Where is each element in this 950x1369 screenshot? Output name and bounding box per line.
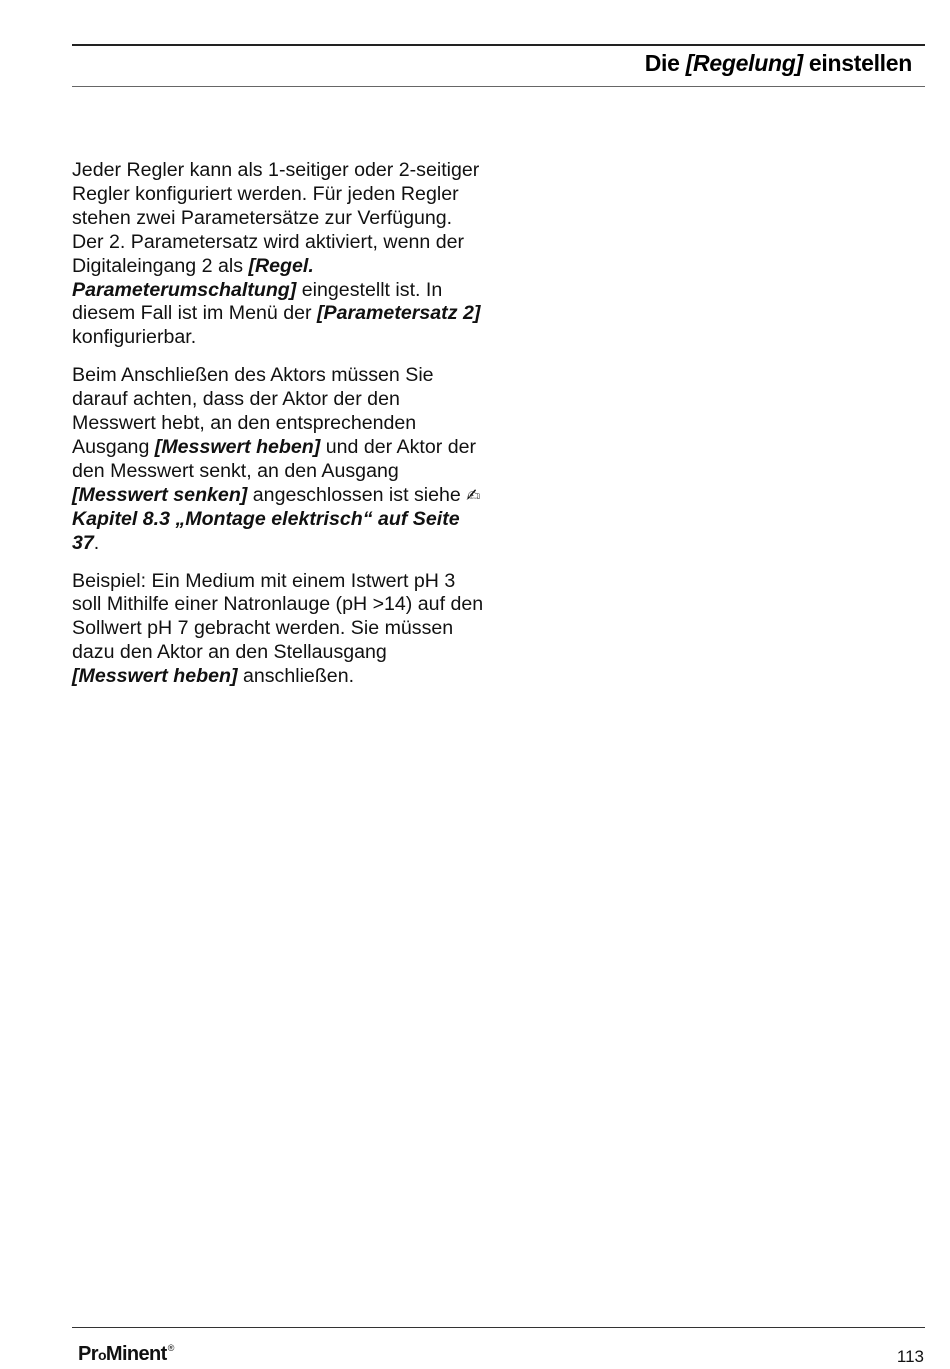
p2-text-1: Beim Anschließen des Aktors müssen Sie darauf achten, dass der Aktor der den Messwert hebt, an den entsprechenden Ausgang (72, 364, 434, 458)
paragraph-example (72, 570, 484, 690)
logo-part-o: o (97, 1347, 106, 1363)
p1-menu-ref-parameter-switch: [Regel. Parameterumschaltung] (72, 254, 314, 301)
p3-menu-ref-raise-value: [Messwert heben] (72, 665, 238, 688)
header-title-prefix: Die (644, 50, 686, 76)
logo-part-pr: Pr (78, 1343, 98, 1365)
chapter-cross-reference-link[interactable]: Kapitel 8.3 „Montage elektrisch“ auf Seite 37 (72, 507, 460, 554)
p3-text-1: Beispiel: Ein Medium mit einem Istwert pH 3 soll Mithilfe einer Natronlauge (pH >14) auf den Sollwert pH 7 gebracht werden. Sie müssen dazu den Aktor an den Stellausgang (72, 569, 484, 664)
p2-text-3: angeschlossen ist siehe (247, 483, 467, 506)
cross-reference-icon: ✍ (466, 485, 481, 505)
p2-text-4: . (93, 531, 100, 554)
page-number: 113 (896, 1347, 924, 1366)
p1-text-1: Jeder Regler kann als 1-seitiger oder 2-seitiger Regler konfiguriert werden. Für jeden Regler stehen zwei Parametersätze zur Verfügung. Der 2. Parametersatz wird aktiviert, wenn der Digitaleingang 2 als (72, 159, 480, 277)
registered-mark: ® (167, 1343, 174, 1353)
p1-text-2: eingestellt ist. In diesem Fall ist im Menü der (72, 278, 443, 325)
p1-text-3: konfigurierbar. (72, 326, 197, 349)
prominent-logo (78, 1343, 174, 1366)
header-title-suffix: einstellen (802, 50, 912, 76)
paragraph-actuator-connection (72, 364, 484, 555)
header-top-rule (72, 44, 925, 46)
p1-menu-ref-parameter-set-2: [Parametersatz 2] (317, 302, 481, 325)
paragraph-controller-config (72, 159, 484, 350)
header-title-emphasis: [Regelung] (685, 50, 803, 76)
footer-rule (72, 1327, 925, 1328)
p3-text-2: anschließen. (237, 665, 355, 688)
p2-text-2: und der Aktor der den Messwert senkt, an den Ausgang (72, 435, 477, 482)
header-bottom-rule (72, 86, 925, 87)
logo-part-minent: Minent (105, 1343, 167, 1365)
body-text-column (72, 159, 484, 703)
p2-menu-ref-raise-value: [Messwert heben] (154, 435, 321, 458)
p2-menu-ref-lower-value: [Messwert senken] (72, 483, 248, 506)
page-header-title (645, 50, 912, 77)
